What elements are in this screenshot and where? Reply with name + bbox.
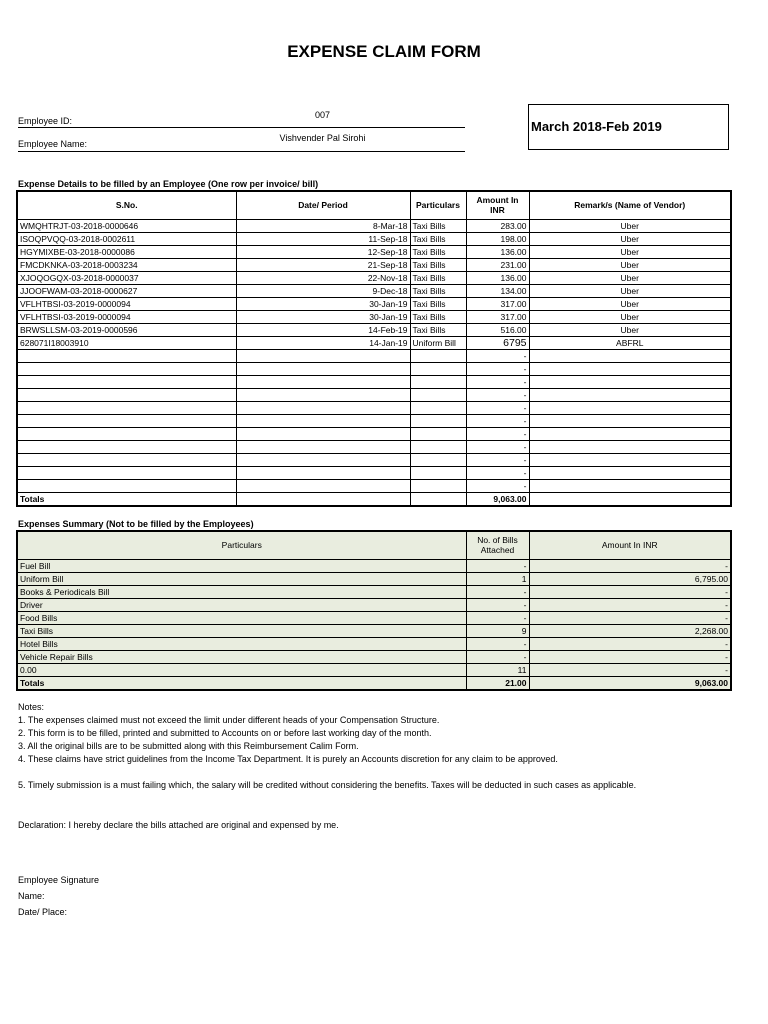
cell-amount: 6795 <box>466 336 529 349</box>
cell-sno <box>17 414 236 427</box>
cell-amount: 317.00 <box>466 310 529 323</box>
summary-cell-particulars: Driver <box>17 598 466 611</box>
summary-header-amount: Amount In INR <box>529 531 731 559</box>
cell-amount: - <box>466 362 529 375</box>
cell-remarks <box>529 349 731 362</box>
cell-amount: - <box>466 375 529 388</box>
summary-section-title: Expenses Summary (Not to be filled by the Employees) <box>18 519 254 529</box>
cell-sno: WMQHTRJT-03-2018-0000646 <box>17 219 236 232</box>
cell-date: 9-Dec-18 <box>236 284 410 297</box>
employee-name-underline <box>18 151 465 152</box>
cell-remarks <box>529 479 731 492</box>
header-amount: Amount In INR <box>466 191 529 219</box>
cell-sno: ISOQPVQQ-03-2018-0002611 <box>17 232 236 245</box>
table-row <box>17 336 731 349</box>
table-row <box>17 388 731 401</box>
table-row <box>17 650 731 663</box>
summary-cell-particulars: Hotel Bills <box>17 637 466 650</box>
cell-remarks: Uber <box>529 271 731 284</box>
cell-particulars <box>410 349 466 362</box>
cell-sno: FMCDKNKA-03-2018-0003234 <box>17 258 236 271</box>
table-row <box>17 323 731 336</box>
signature-date-place-label: Date/ Place: <box>18 907 68 917</box>
cell-date <box>236 466 410 479</box>
cell-amount: 516.00 <box>466 323 529 336</box>
employee-id-value: 007 <box>314 110 331 120</box>
summary-cell-bills: - <box>466 559 529 572</box>
cell-sno <box>17 427 236 440</box>
cell-date <box>236 349 410 362</box>
cell-sno <box>17 349 236 362</box>
employee-id-label: Employee ID: <box>18 116 73 126</box>
cell-date <box>236 388 410 401</box>
details-section-title: Expense Details to be filled by an Employee (One row per invoice/ bill) <box>18 179 319 189</box>
cell-amount: - <box>466 349 529 362</box>
cell-date <box>236 453 410 466</box>
cell-remarks: Uber <box>529 284 731 297</box>
cell-amount: 136.00 <box>466 271 529 284</box>
form-title: EXPENSE CLAIM FORM <box>287 42 481 61</box>
table-row <box>17 414 731 427</box>
cell-particulars: Taxi Bills <box>410 323 466 336</box>
note-item: 4. These claims have strict guidelines from the Income Tax Department. It is purely an Accounts discretion for any claim to be approved. <box>18 754 558 764</box>
cell-amount: - <box>466 401 529 414</box>
table-row <box>17 585 731 598</box>
details-totals-value: 9,063.00 <box>466 492 529 506</box>
table-row <box>17 245 731 258</box>
summary-cell-particulars: Fuel Bill <box>17 559 466 572</box>
table-row <box>17 663 731 676</box>
table-row <box>17 349 731 362</box>
cell-amount: - <box>466 388 529 401</box>
cell-remarks <box>529 375 731 388</box>
cell-particulars <box>410 453 466 466</box>
cell-sno <box>17 401 236 414</box>
header-remarks: Remark/s (Name of Vendor) <box>529 191 731 219</box>
summary-cell-amount: 2,268.00 <box>529 624 731 637</box>
details-totals-blank <box>410 492 466 506</box>
cell-remarks <box>529 440 731 453</box>
table-row <box>17 297 731 310</box>
summary-totals-row <box>17 676 731 690</box>
table-row <box>17 258 731 271</box>
cell-particulars: Taxi Bills <box>410 245 466 258</box>
expenses-summary-table <box>16 530 732 691</box>
cell-date: 14-Feb-19 <box>236 323 410 336</box>
details-header-row <box>17 191 731 219</box>
cell-sno <box>17 362 236 375</box>
summary-totals-amount: 9,063.00 <box>529 676 731 690</box>
summary-cell-bills: - <box>466 611 529 624</box>
cell-particulars: Taxi Bills <box>410 232 466 245</box>
cell-amount: 134.00 <box>466 284 529 297</box>
cell-remarks: Uber <box>529 219 731 232</box>
cell-remarks: Uber <box>529 245 731 258</box>
cell-remarks: Uber <box>529 310 731 323</box>
table-row <box>17 453 731 466</box>
cell-sno: HGYMIXBE-03-2018-0000086 <box>17 245 236 258</box>
cell-amount: - <box>466 466 529 479</box>
summary-cell-amount: - <box>529 585 731 598</box>
cell-particulars <box>410 414 466 427</box>
cell-sno: 628071I18003910 <box>17 336 236 349</box>
cell-sno: JJOOFWAM-03-2018-0000627 <box>17 284 236 297</box>
summary-cell-amount: - <box>529 598 731 611</box>
cell-sno <box>17 375 236 388</box>
cell-sno <box>17 440 236 453</box>
cell-remarks: Uber <box>529 232 731 245</box>
details-totals-blank <box>529 492 731 506</box>
table-row <box>17 375 731 388</box>
employee-name-label: Employee Name: <box>18 139 88 149</box>
notes-heading: Notes: <box>18 702 45 712</box>
cell-date: 8-Mar-18 <box>236 219 410 232</box>
cell-sno: XJOQOGQX-03-2018-0000037 <box>17 271 236 284</box>
cell-amount: 231.00 <box>466 258 529 271</box>
cell-amount: 136.00 <box>466 245 529 258</box>
summary-cell-amount: - <box>529 650 731 663</box>
cell-amount: - <box>466 440 529 453</box>
cell-particulars: Taxi Bills <box>410 271 466 284</box>
cell-particulars <box>410 466 466 479</box>
cell-amount: - <box>466 453 529 466</box>
summary-cell-particulars: Taxi Bills <box>17 624 466 637</box>
cell-remarks <box>529 362 731 375</box>
cell-particulars: Taxi Bills <box>410 310 466 323</box>
summary-cell-bills: - <box>466 585 529 598</box>
cell-date: 30-Jan-19 <box>236 297 410 310</box>
cell-sno: VFLHTBSI-03-2019-0000094 <box>17 297 236 310</box>
cell-date <box>236 440 410 453</box>
cell-remarks <box>529 427 731 440</box>
note-item-5: 5. Timely submission is a must failing which, the salary will be credited without considering the benefits. Taxes will be deducted in such cases as applicable. <box>18 780 637 790</box>
summary-totals-label: Totals <box>17 676 466 690</box>
table-row <box>17 310 731 323</box>
cell-particulars: Uniform Bill <box>410 336 466 349</box>
cell-remarks <box>529 466 731 479</box>
cell-sno <box>17 453 236 466</box>
claim-period: March 2018-Feb 2019 <box>528 104 729 150</box>
header-particulars: Particulars <box>410 191 466 219</box>
note-item: 2. This form is to be filled, printed and submitted to Accounts on or before last working day of the month. <box>18 728 432 738</box>
cell-particulars: Taxi Bills <box>410 258 466 271</box>
table-row <box>17 572 731 585</box>
table-row <box>17 559 731 572</box>
summary-cell-particulars: Food Bills <box>17 611 466 624</box>
table-row <box>17 401 731 414</box>
cell-sno <box>17 466 236 479</box>
table-row <box>17 427 731 440</box>
cell-sno <box>17 479 236 492</box>
cell-amount: 317.00 <box>466 297 529 310</box>
summary-cell-particulars: Vehicle Repair Bills <box>17 650 466 663</box>
cell-amount: - <box>466 414 529 427</box>
cell-particulars <box>410 440 466 453</box>
summary-cell-amount: 6,795.00 <box>529 572 731 585</box>
summary-cell-amount: - <box>529 611 731 624</box>
note-item: 3. All the original bills are to be submitted along with this Reimbursement Calim Form. <box>18 741 359 751</box>
cell-remarks: ABFRL <box>529 336 731 349</box>
table-row <box>17 479 731 492</box>
cell-date <box>236 375 410 388</box>
notes-section <box>18 701 558 766</box>
summary-cell-bills: 11 <box>466 663 529 676</box>
cell-date: 22-Nov-18 <box>236 271 410 284</box>
table-row <box>17 440 731 453</box>
cell-remarks: Uber <box>529 297 731 310</box>
details-totals-row <box>17 492 731 506</box>
summary-totals-bills: 21.00 <box>466 676 529 690</box>
summary-cell-bills: - <box>466 598 529 611</box>
details-totals-label: Totals <box>17 492 236 506</box>
summary-cell-amount: - <box>529 663 731 676</box>
cell-date <box>236 427 410 440</box>
cell-date: 12-Sep-18 <box>236 245 410 258</box>
header-sno: S.No. <box>17 191 236 219</box>
cell-remarks: Uber <box>529 323 731 336</box>
cell-amount: - <box>466 427 529 440</box>
summary-cell-amount: - <box>529 559 731 572</box>
table-row <box>17 611 731 624</box>
table-row <box>17 219 731 232</box>
cell-remarks <box>529 388 731 401</box>
cell-particulars <box>410 401 466 414</box>
cell-amount: 283.00 <box>466 219 529 232</box>
summary-cell-bills: - <box>466 637 529 650</box>
summary-cell-bills: - <box>466 650 529 663</box>
details-totals-blank <box>236 492 410 506</box>
summary-cell-particulars: 0.00 <box>17 663 466 676</box>
table-row <box>17 284 731 297</box>
employee-id-underline <box>18 127 465 128</box>
signature-name-label: Name: <box>18 891 45 901</box>
summary-cell-particulars: Uniform Bill <box>17 572 466 585</box>
signature-label: Employee Signature <box>18 875 100 885</box>
cell-date <box>236 401 410 414</box>
cell-remarks <box>529 453 731 466</box>
cell-particulars <box>410 427 466 440</box>
cell-date: 11-Sep-18 <box>236 232 410 245</box>
cell-date: 21-Sep-18 <box>236 258 410 271</box>
expense-details-table <box>16 190 732 507</box>
table-row <box>17 271 731 284</box>
table-row <box>17 598 731 611</box>
table-row <box>17 624 731 637</box>
note-item: 1. The expenses claimed must not exceed the limit under different heads of your Compensation Structure. <box>18 715 440 725</box>
summary-header-particulars: Particulars <box>17 531 466 559</box>
summary-header-bills: No. of Bills Attached <box>466 531 529 559</box>
summary-cell-bills: 9 <box>466 624 529 637</box>
cell-remarks: Uber <box>529 258 731 271</box>
header-date-period: Date/ Period <box>236 191 410 219</box>
summary-cell-amount: - <box>529 637 731 650</box>
cell-particulars <box>410 362 466 375</box>
cell-amount: 198.00 <box>466 232 529 245</box>
summary-cell-bills: 1 <box>466 572 529 585</box>
cell-amount: - <box>466 479 529 492</box>
declaration-text: Declaration: I hereby declare the bills attached are original and expensed by me. <box>18 820 339 830</box>
cell-particulars <box>410 479 466 492</box>
cell-sno: VFLHTBSI-03-2019-0000094 <box>17 310 236 323</box>
summary-header-row <box>17 531 731 559</box>
cell-particulars <box>410 375 466 388</box>
cell-date <box>236 479 410 492</box>
cell-particulars: Taxi Bills <box>410 219 466 232</box>
cell-remarks <box>529 414 731 427</box>
table-row <box>17 637 731 650</box>
table-row <box>17 232 731 245</box>
cell-date: 30-Jan-19 <box>236 310 410 323</box>
cell-sno: BRWSLLSM-03-2019-0000596 <box>17 323 236 336</box>
cell-date: 14-Jan-19 <box>236 336 410 349</box>
table-row <box>17 466 731 479</box>
cell-sno <box>17 388 236 401</box>
cell-particulars <box>410 388 466 401</box>
summary-cell-particulars: Books & Periodicals Bill <box>17 585 466 598</box>
cell-date <box>236 362 410 375</box>
cell-particulars: Taxi Bills <box>410 297 466 310</box>
cell-remarks <box>529 401 731 414</box>
cell-particulars: Taxi Bills <box>410 284 466 297</box>
cell-date <box>236 414 410 427</box>
employee-name-value: Vishvender Pal Sirohi <box>279 133 366 143</box>
table-row <box>17 362 731 375</box>
